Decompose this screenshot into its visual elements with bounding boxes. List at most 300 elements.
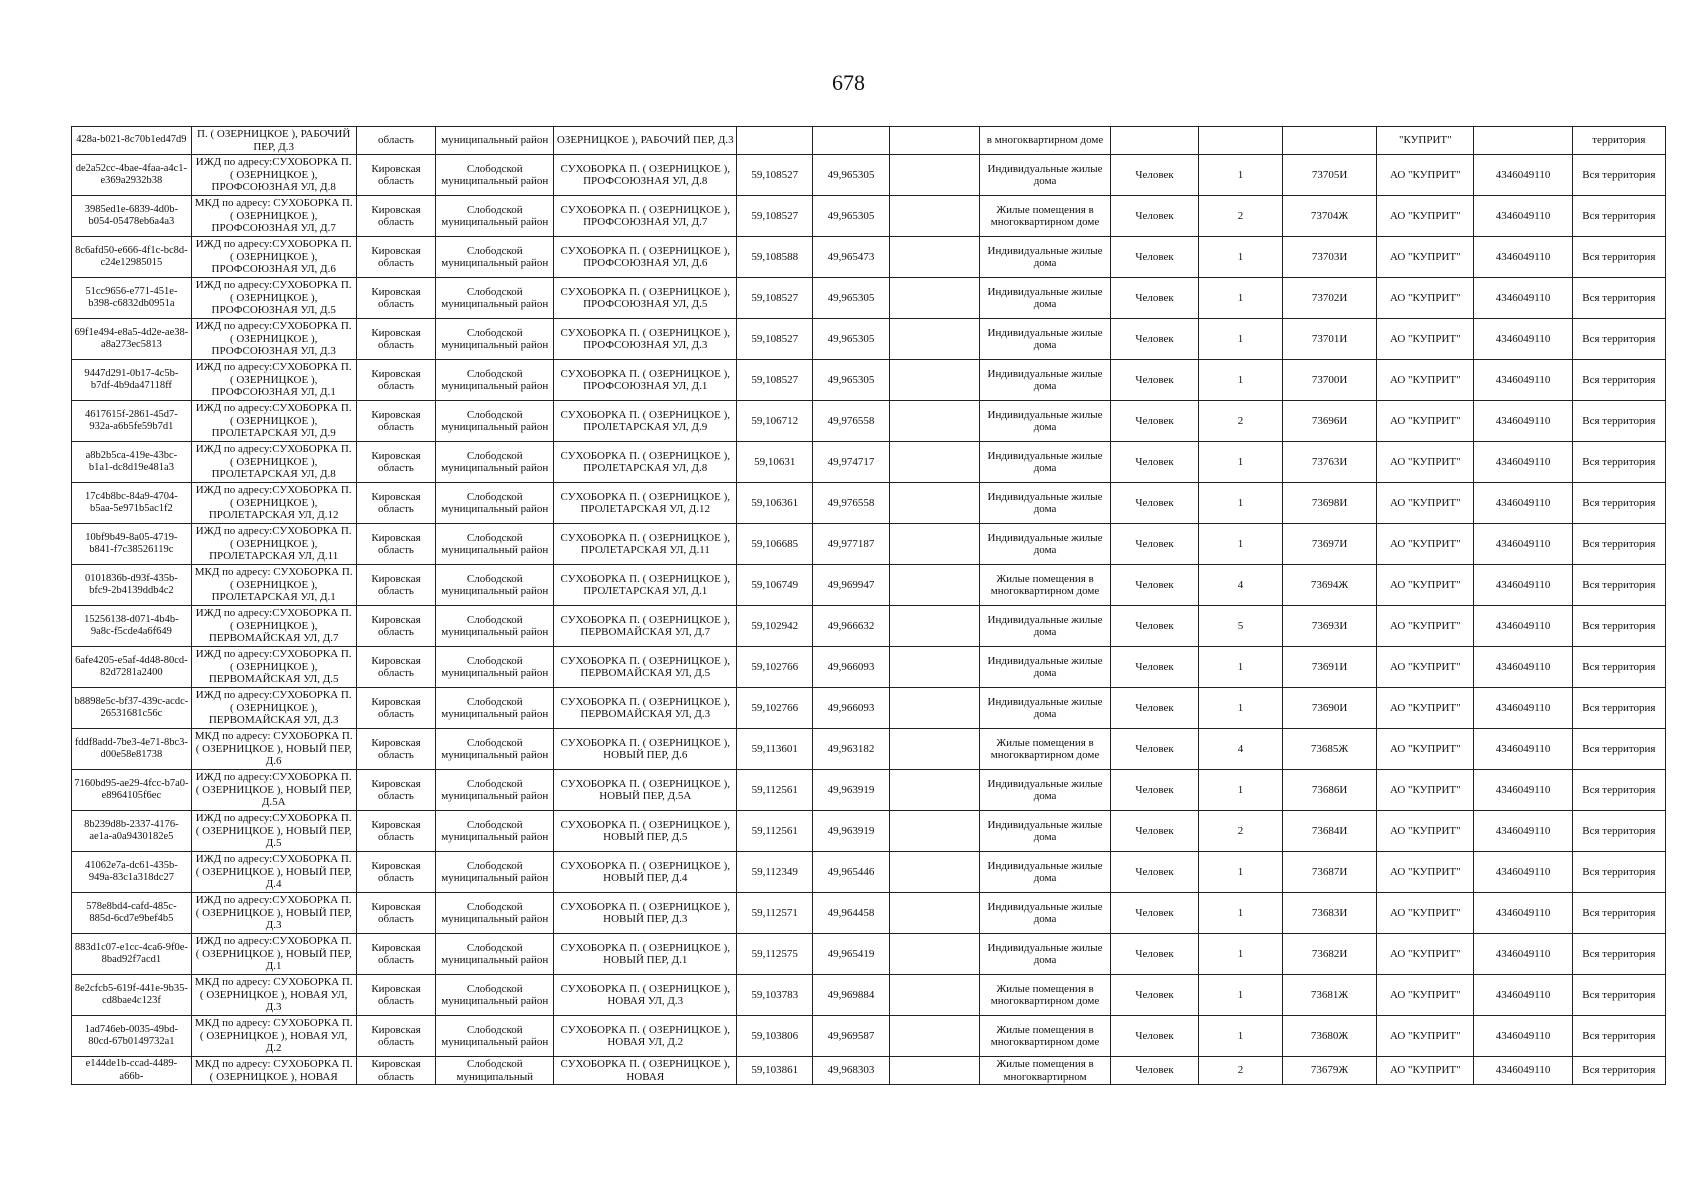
territory-cell: Вся территория xyxy=(1572,401,1665,442)
territory-cell: территория xyxy=(1572,127,1665,155)
organization-cell: АО "КУПРИТ" xyxy=(1377,934,1474,975)
table-row xyxy=(72,770,1666,811)
blank-cell-cell xyxy=(889,729,979,770)
longitude-cell: 49,977187 xyxy=(813,524,890,565)
settlement-address-cell: СУХОБОРКА П. ( ОЗЕРНИЦКОЕ ), ПЕРВОМАЙСКАЯ УЛ, Д.7 xyxy=(554,606,737,647)
record-id-cell: 1ad746eb-0035-49bd-80cd-67b0149732a1 xyxy=(72,1016,192,1057)
blank-cell-cell xyxy=(889,237,979,278)
blank-cell-cell xyxy=(889,442,979,483)
unit-cell: Человек xyxy=(1111,155,1199,196)
object-category-cell: Жилые помещения в многоквартирном xyxy=(980,1057,1111,1085)
organization-cell: АО "КУПРИТ" xyxy=(1377,401,1474,442)
region-cell: Кировская область xyxy=(356,565,436,606)
territory-cell: Вся территория xyxy=(1572,360,1665,401)
settlement-address-cell: СУХОБОРКА П. ( ОЗЕРНИЦКОЕ ), НОВЫЙ ПЕР, Д.6 xyxy=(554,729,737,770)
longitude-cell: 49,965305 xyxy=(813,196,890,237)
inn-cell: 4346049110 xyxy=(1474,1016,1572,1057)
latitude-cell: 59,108588 xyxy=(737,237,813,278)
region-cell: Кировская область xyxy=(356,360,436,401)
territory-cell: Вся территория xyxy=(1572,647,1665,688)
settlement-address-cell: СУХОБОРКА П. ( ОЗЕРНИЦКОЕ ), ПРОФСОЮЗНАЯ УЛ, Д.8 xyxy=(554,155,737,196)
object-address-cell: ИЖД по адресу:СУХОБОРКА П. ( ОЗЕРНИЦКОЕ ), НОВЫЙ ПЕР, Д.4 xyxy=(191,852,356,893)
object-code-cell: 73690И xyxy=(1283,688,1377,729)
longitude-cell xyxy=(813,127,890,155)
latitude-cell: 59,108527 xyxy=(737,360,813,401)
blank-cell-cell xyxy=(889,811,979,852)
quantity-cell: 1 xyxy=(1199,852,1283,893)
district-cell: Слободской муниципальный район xyxy=(436,975,554,1016)
settlement-address-cell: СУХОБОРКА П. ( ОЗЕРНИЦКОЕ ), ПРОФСОЮЗНАЯ УЛ, Д.6 xyxy=(554,237,737,278)
table-row xyxy=(72,975,1666,1016)
blank-cell-cell xyxy=(889,483,979,524)
organization-cell: АО "КУПРИТ" xyxy=(1377,196,1474,237)
blank-cell-cell xyxy=(889,770,979,811)
object-address-cell: МКД по адресу: СУХОБОРКА П. ( ОЗЕРНИЦКОЕ ), ПРОФСОЮЗНАЯ УЛ, Д.7 xyxy=(191,196,356,237)
latitude-cell: 59,103783 xyxy=(737,975,813,1016)
settlement-address-cell: СУХОБОРКА П. ( ОЗЕРНИЦКОЕ ), ПРОЛЕТАРСКАЯ УЛ, Д.9 xyxy=(554,401,737,442)
table-row xyxy=(72,606,1666,647)
district-cell: Слободской муниципальный район xyxy=(436,319,554,360)
table-row xyxy=(72,483,1666,524)
blank-cell-cell xyxy=(889,524,979,565)
record-id-cell: 69f1e494-e8a5-4d2e-ae38-a8a273ec5813 xyxy=(72,319,192,360)
organization-cell: АО "КУПРИТ" xyxy=(1377,852,1474,893)
blank-cell-cell xyxy=(889,360,979,401)
latitude-cell: 59,113601 xyxy=(737,729,813,770)
latitude-cell: 59,108527 xyxy=(737,155,813,196)
quantity-cell: 1 xyxy=(1199,647,1283,688)
record-id-cell: 9447d291-0b17-4c5b-b7df-4b9da47118ff xyxy=(72,360,192,401)
object-category-cell: Жилые помещения в многоквартирном доме xyxy=(980,1016,1111,1057)
inn-cell: 4346049110 xyxy=(1474,606,1572,647)
record-id-cell: 578e8bd4-cafd-485c-885d-6cd7e9bef4b5 xyxy=(72,893,192,934)
quantity-cell: 2 xyxy=(1199,196,1283,237)
object-address-cell: МКД по адресу: СУХОБОРКА П. ( ОЗЕРНИЦКОЕ ), НОВАЯ УЛ, Д.3 xyxy=(191,975,356,1016)
region-cell: Кировская область xyxy=(356,1016,436,1057)
district-cell: Слободской муниципальный район xyxy=(436,360,554,401)
latitude-cell xyxy=(737,127,813,155)
district-cell: Слободской муниципальный район xyxy=(436,155,554,196)
region-cell: Кировская область xyxy=(356,934,436,975)
latitude-cell: 59,10631 xyxy=(737,442,813,483)
table-row xyxy=(72,934,1666,975)
region-cell: Кировская область xyxy=(356,606,436,647)
object-category-cell: Индивидуальные жилые дома xyxy=(980,524,1111,565)
unit-cell: Человек xyxy=(1111,319,1199,360)
organization-cell: АО "КУПРИТ" xyxy=(1377,1057,1474,1085)
object-address-cell: ИЖД по адресу:СУХОБОРКА П. ( ОЗЕРНИЦКОЕ ), ПРОФСОЮЗНАЯ УЛ, Д.8 xyxy=(191,155,356,196)
quantity-cell: 1 xyxy=(1199,360,1283,401)
latitude-cell: 59,106749 xyxy=(737,565,813,606)
organization-cell: АО "КУПРИТ" xyxy=(1377,893,1474,934)
object-address-cell: ИЖД по адресу:СУХОБОРКА П. ( ОЗЕРНИЦКОЕ ), ПРОЛЕТАРСКАЯ УЛ, Д.11 xyxy=(191,524,356,565)
blank-cell-cell xyxy=(889,196,979,237)
organization-cell: АО "КУПРИТ" xyxy=(1377,647,1474,688)
region-cell: Кировская область xyxy=(356,319,436,360)
organization-cell: АО "КУПРИТ" xyxy=(1377,278,1474,319)
inn-cell: 4346049110 xyxy=(1474,565,1572,606)
longitude-cell: 49,963919 xyxy=(813,770,890,811)
district-cell: Слободской муниципальный район xyxy=(436,934,554,975)
territory-cell: Вся территория xyxy=(1572,770,1665,811)
quantity-cell: 5 xyxy=(1199,606,1283,647)
inn-cell: 4346049110 xyxy=(1474,893,1572,934)
region-cell: Кировская область xyxy=(356,729,436,770)
longitude-cell: 49,963182 xyxy=(813,729,890,770)
object-code-cell: 73683И xyxy=(1283,893,1377,934)
blank-cell-cell xyxy=(889,319,979,360)
quantity-cell: 1 xyxy=(1199,237,1283,278)
object-code-cell: 73694Ж xyxy=(1283,565,1377,606)
object-code-cell: 73679Ж xyxy=(1283,1057,1377,1085)
territory-cell: Вся территория xyxy=(1572,524,1665,565)
quantity-cell: 1 xyxy=(1199,442,1283,483)
record-id-cell: 883d1c07-e1cc-4ca6-9f0e-8bad92f7acd1 xyxy=(72,934,192,975)
latitude-cell: 59,108527 xyxy=(737,319,813,360)
object-category-cell: Индивидуальные жилые дома xyxy=(980,278,1111,319)
record-id-cell: 4617615f-2861-45d7-932a-a6b5fe59b7d1 xyxy=(72,401,192,442)
settlement-address-cell: СУХОБОРКА П. ( ОЗЕРНИЦКОЕ ), ПРОЛЕТАРСКАЯ УЛ, Д.1 xyxy=(554,565,737,606)
unit-cell: Человек xyxy=(1111,401,1199,442)
inn-cell: 4346049110 xyxy=(1474,442,1572,483)
longitude-cell: 49,969947 xyxy=(813,565,890,606)
quantity-cell: 1 xyxy=(1199,893,1283,934)
object-code-cell: 73693И xyxy=(1283,606,1377,647)
district-cell: Слободской муниципальный район xyxy=(436,688,554,729)
territory-cell: Вся территория xyxy=(1572,1057,1665,1085)
object-code-cell: 73705И xyxy=(1283,155,1377,196)
inn-cell: 4346049110 xyxy=(1474,278,1572,319)
territory-cell: Вся территория xyxy=(1572,688,1665,729)
object-code-cell: 73691И xyxy=(1283,647,1377,688)
object-code-cell: 73703И xyxy=(1283,237,1377,278)
record-id-cell: 17c4b8bc-84a9-4704-b5aa-5e971b5ac1f2 xyxy=(72,483,192,524)
territory-cell: Вся территория xyxy=(1572,606,1665,647)
organization-cell: АО "КУПРИТ" xyxy=(1377,237,1474,278)
latitude-cell: 59,112571 xyxy=(737,893,813,934)
inn-cell: 4346049110 xyxy=(1474,975,1572,1016)
record-id-cell: 7160bd95-ae29-4fcc-b7a0-e8964105f6ec xyxy=(72,770,192,811)
district-cell: Слободской муниципальный район xyxy=(436,893,554,934)
object-category-cell: Индивидуальные жилые дома xyxy=(980,155,1111,196)
table-row xyxy=(72,811,1666,852)
territory-cell: Вся территория xyxy=(1572,155,1665,196)
table-row xyxy=(72,360,1666,401)
longitude-cell: 49,976558 xyxy=(813,483,890,524)
latitude-cell: 59,106361 xyxy=(737,483,813,524)
latitude-cell: 59,112561 xyxy=(737,811,813,852)
longitude-cell: 49,976558 xyxy=(813,401,890,442)
quantity-cell: 1 xyxy=(1199,934,1283,975)
district-cell: Слободской муниципальный район xyxy=(436,196,554,237)
organization-cell: АО "КУПРИТ" xyxy=(1377,524,1474,565)
district-cell: Слободской муниципальный район xyxy=(436,729,554,770)
blank-cell-cell xyxy=(889,1057,979,1085)
object-category-cell: Индивидуальные жилые дома xyxy=(980,688,1111,729)
longitude-cell: 49,964458 xyxy=(813,893,890,934)
unit-cell: Человек xyxy=(1111,606,1199,647)
settlement-address-cell: СУХОБОРКА П. ( ОЗЕРНИЦКОЕ ), ПРОФСОЮЗНАЯ УЛ, Д.3 xyxy=(554,319,737,360)
object-code-cell: 73700И xyxy=(1283,360,1377,401)
object-address-cell: ИЖД по адресу:СУХОБОРКА П. ( ОЗЕРНИЦКОЕ ), НОВЫЙ ПЕР, Д.5А xyxy=(191,770,356,811)
unit-cell: Человек xyxy=(1111,852,1199,893)
latitude-cell: 59,108527 xyxy=(737,278,813,319)
organization-cell: АО "КУПРИТ" xyxy=(1377,565,1474,606)
quantity-cell: 4 xyxy=(1199,565,1283,606)
longitude-cell: 49,969884 xyxy=(813,975,890,1016)
table-row xyxy=(72,565,1666,606)
object-category-cell: Индивидуальные жилые дома xyxy=(980,442,1111,483)
territory-cell: Вся территория xyxy=(1572,483,1665,524)
inn-cell: 4346049110 xyxy=(1474,401,1572,442)
region-cell: Кировская область xyxy=(356,770,436,811)
latitude-cell: 59,103861 xyxy=(737,1057,813,1085)
unit-cell: Человек xyxy=(1111,647,1199,688)
object-category-cell: Индивидуальные жилые дома xyxy=(980,647,1111,688)
district-cell: Слободской муниципальный район xyxy=(436,565,554,606)
region-cell: Кировская область xyxy=(356,278,436,319)
inn-cell: 4346049110 xyxy=(1474,647,1572,688)
organization-cell: АО "КУПРИТ" xyxy=(1377,319,1474,360)
latitude-cell: 59,102766 xyxy=(737,688,813,729)
unit-cell: Человек xyxy=(1111,688,1199,729)
object-category-cell: Жилые помещения в многоквартирном доме xyxy=(980,975,1111,1016)
table-row xyxy=(72,524,1666,565)
inn-cell: 4346049110 xyxy=(1474,729,1572,770)
object-address-cell: ИЖД по адресу:СУХОБОРКА П. ( ОЗЕРНИЦКОЕ ), НОВЫЙ ПЕР, Д.3 xyxy=(191,893,356,934)
object-address-cell: МКД по адресу: СУХОБОРКА П. ( ОЗЕРНИЦКОЕ ), НОВЫЙ ПЕР, Д.6 xyxy=(191,729,356,770)
table-row xyxy=(72,278,1666,319)
longitude-cell: 49,969587 xyxy=(813,1016,890,1057)
inn-cell: 4346049110 xyxy=(1474,934,1572,975)
table-row xyxy=(72,852,1666,893)
object-address-cell: ИЖД по адресу:СУХОБОРКА П. ( ОЗЕРНИЦКОЕ ), НОВЫЙ ПЕР, Д.5 xyxy=(191,811,356,852)
quantity-cell: 1 xyxy=(1199,278,1283,319)
quantity-cell: 1 xyxy=(1199,1016,1283,1057)
region-cell: Кировская область xyxy=(356,483,436,524)
territory-cell: Вся территория xyxy=(1572,196,1665,237)
territory-cell: Вся территория xyxy=(1572,442,1665,483)
object-code-cell: 73680Ж xyxy=(1283,1016,1377,1057)
latitude-cell: 59,102766 xyxy=(737,647,813,688)
object-category-cell: Жилые помещения в многоквартирном доме xyxy=(980,196,1111,237)
latitude-cell: 59,102942 xyxy=(737,606,813,647)
district-cell: Слободской муниципальный район xyxy=(436,401,554,442)
settlement-address-cell: СУХОБОРКА П. ( ОЗЕРНИЦКОЕ ), ПЕРВОМАЙСКАЯ УЛ, Д.5 xyxy=(554,647,737,688)
district-cell: Слободской муниципальный район xyxy=(436,852,554,893)
record-id-cell: e144de1b-ccad-4489-a66b- xyxy=(72,1057,192,1085)
region-cell: Кировская область xyxy=(356,975,436,1016)
settlement-address-cell: СУХОБОРКА П. ( ОЗЕРНИЦКОЕ ), ПРОЛЕТАРСКАЯ УЛ, Д.8 xyxy=(554,442,737,483)
object-code-cell: 73697И xyxy=(1283,524,1377,565)
blank-cell-cell xyxy=(889,852,979,893)
organization-cell: АО "КУПРИТ" xyxy=(1377,688,1474,729)
object-address-cell: ИЖД по адресу:СУХОБОРКА П. ( ОЗЕРНИЦКОЕ ), ПРОФСОЮЗНАЯ УЛ, Д.5 xyxy=(191,278,356,319)
region-cell: Кировская область xyxy=(356,524,436,565)
object-category-cell: Индивидуальные жилые дома xyxy=(980,237,1111,278)
inn-cell: 4346049110 xyxy=(1474,770,1572,811)
inn-cell: 4346049110 xyxy=(1474,155,1572,196)
object-code-cell: 73763И xyxy=(1283,442,1377,483)
inn-cell: 4346049110 xyxy=(1474,483,1572,524)
inn-cell: 4346049110 xyxy=(1474,237,1572,278)
region-cell: Кировская область xyxy=(356,893,436,934)
longitude-cell: 49,968303 xyxy=(813,1057,890,1085)
latitude-cell: 59,108527 xyxy=(737,196,813,237)
inn-cell: 4346049110 xyxy=(1474,196,1572,237)
unit-cell: Человек xyxy=(1111,565,1199,606)
object-category-cell: Индивидуальные жилые дома xyxy=(980,319,1111,360)
unit-cell xyxy=(1111,127,1199,155)
object-address-cell: МКД по адресу: СУХОБОРКА П. ( ОЗЕРНИЦКОЕ ), НОВАЯ xyxy=(191,1057,356,1085)
district-cell: Слободской муниципальный район xyxy=(436,770,554,811)
region-cell: Кировская область xyxy=(356,401,436,442)
unit-cell: Человек xyxy=(1111,811,1199,852)
territory-cell: Вся территория xyxy=(1572,975,1665,1016)
object-code-cell: 73704Ж xyxy=(1283,196,1377,237)
table-row xyxy=(72,1057,1666,1085)
unit-cell: Человек xyxy=(1111,524,1199,565)
inn-cell xyxy=(1474,127,1572,155)
territory-cell: Вся территория xyxy=(1572,811,1665,852)
record-id-cell: de2a52cc-4bae-4faa-a4c1-e369a2932b38 xyxy=(72,155,192,196)
table-row xyxy=(72,196,1666,237)
latitude-cell: 59,106685 xyxy=(737,524,813,565)
district-cell: Слободской муниципальный район xyxy=(436,442,554,483)
object-category-cell: Индивидуальные жилые дома xyxy=(980,852,1111,893)
settlement-address-cell: СУХОБОРКА П. ( ОЗЕРНИЦКОЕ ), НОВЫЙ ПЕР, Д.5 xyxy=(554,811,737,852)
region-cell: Кировская область xyxy=(356,1057,436,1085)
object-address-cell: ИЖД по адресу:СУХОБОРКА П. ( ОЗЕРНИЦКОЕ ), ПРОЛЕТАРСКАЯ УЛ, Д.12 xyxy=(191,483,356,524)
quantity-cell: 1 xyxy=(1199,524,1283,565)
object-address-cell: ИЖД по адресу:СУХОБОРКА П. ( ОЗЕРНИЦКОЕ ), ПЕРВОМАЙСКАЯ УЛ, Д.3 xyxy=(191,688,356,729)
object-address-cell: ИЖД по адресу:СУХОБОРКА П. ( ОЗЕРНИЦКОЕ ), НОВЫЙ ПЕР, Д.1 xyxy=(191,934,356,975)
record-id-cell: b8898e5c-bf37-439c-acdc-26531681c56c xyxy=(72,688,192,729)
table-row xyxy=(72,319,1666,360)
inn-cell: 4346049110 xyxy=(1474,524,1572,565)
record-id-cell: a8b2b5ca-419e-43bc-b1a1-dc8d19e481a3 xyxy=(72,442,192,483)
unit-cell: Человек xyxy=(1111,893,1199,934)
district-cell: Слободской муниципальный район xyxy=(436,606,554,647)
blank-cell-cell xyxy=(889,975,979,1016)
inn-cell: 4346049110 xyxy=(1474,360,1572,401)
record-id-cell: 15256138-d071-4b4b-9a8c-f5cde4a6f649 xyxy=(72,606,192,647)
record-id-cell: fddf8add-7be3-4e71-8bc3-d00e58e81738 xyxy=(72,729,192,770)
territory-cell: Вся территория xyxy=(1572,565,1665,606)
quantity-cell: 1 xyxy=(1199,688,1283,729)
longitude-cell: 49,965419 xyxy=(813,934,890,975)
record-id-cell: 51cc9656-e771-451e-b398-c6832db0951a xyxy=(72,278,192,319)
quantity-cell xyxy=(1199,127,1283,155)
blank-cell-cell xyxy=(889,893,979,934)
record-id-cell: 8b239d8b-2337-4176-ae1a-a0a9430182e5 xyxy=(72,811,192,852)
settlement-address-cell: СУХОБОРКА П. ( ОЗЕРНИЦКОЕ ), НОВАЯ УЛ, Д.2 xyxy=(554,1016,737,1057)
longitude-cell: 49,974717 xyxy=(813,442,890,483)
quantity-cell: 1 xyxy=(1199,770,1283,811)
object-address-cell: ИЖД по адресу:СУХОБОРКА П. ( ОЗЕРНИЦКОЕ ), ПРОЛЕТАРСКАЯ УЛ, Д.8 xyxy=(191,442,356,483)
table-row xyxy=(72,401,1666,442)
district-cell: Слободской муниципальный район xyxy=(436,524,554,565)
object-address-cell: ИЖД по адресу:СУХОБОРКА П. ( ОЗЕРНИЦКОЕ ), ПРОФСОЮЗНАЯ УЛ, Д.1 xyxy=(191,360,356,401)
settlement-address-cell: СУХОБОРКА П. ( ОЗЕРНИЦКОЕ ), НОВАЯ xyxy=(554,1057,737,1085)
unit-cell: Человек xyxy=(1111,237,1199,278)
object-category-cell: Индивидуальные жилые дома xyxy=(980,893,1111,934)
territory-cell: Вся территория xyxy=(1572,237,1665,278)
blank-cell-cell xyxy=(889,565,979,606)
district-cell: Слободской муниципальный район xyxy=(436,647,554,688)
unit-cell: Человек xyxy=(1111,196,1199,237)
organization-cell: АО "КУПРИТ" xyxy=(1377,442,1474,483)
object-category-cell: Жилые помещения в многоквартирном доме xyxy=(980,565,1111,606)
territory-cell: Вся территория xyxy=(1572,729,1665,770)
quantity-cell: 4 xyxy=(1199,729,1283,770)
blank-cell-cell xyxy=(889,934,979,975)
region-cell: Кировская область xyxy=(356,852,436,893)
object-address-cell: ИЖД по адресу:СУХОБОРКА П. ( ОЗЕРНИЦКОЕ ), ПРОФСОЮЗНАЯ УЛ, Д.6 xyxy=(191,237,356,278)
unit-cell: Человек xyxy=(1111,483,1199,524)
unit-cell: Человек xyxy=(1111,770,1199,811)
object-code-cell: 73698И xyxy=(1283,483,1377,524)
organization-cell: АО "КУПРИТ" xyxy=(1377,483,1474,524)
object-address-cell: МКД по адресу: СУХОБОРКА П. ( ОЗЕРНИЦКОЕ ), НОВАЯ УЛ, Д.2 xyxy=(191,1016,356,1057)
object-address-cell: ИЖД по адресу:СУХОБОРКА П. ( ОЗЕРНИЦКОЕ ), ПЕРВОМАЙСКАЯ УЛ, Д.5 xyxy=(191,647,356,688)
record-id-cell: 3985ed1e-6839-4d0b-b054-05478eb6a4a3 xyxy=(72,196,192,237)
unit-cell: Человек xyxy=(1111,934,1199,975)
settlement-address-cell: СУХОБОРКА П. ( ОЗЕРНИЦКОЕ ), НОВЫЙ ПЕР, Д.3 xyxy=(554,893,737,934)
blank-cell-cell xyxy=(889,688,979,729)
record-id-cell: 8c6afd50-e666-4f1c-bc8d-c24e12985015 xyxy=(72,237,192,278)
blank-cell-cell xyxy=(889,1016,979,1057)
longitude-cell: 49,963919 xyxy=(813,811,890,852)
latitude-cell: 59,106712 xyxy=(737,401,813,442)
table-row xyxy=(72,127,1666,155)
settlement-address-cell: СУХОБОРКА П. ( ОЗЕРНИЦКОЕ ), НОВЫЙ ПЕР, Д.1 xyxy=(554,934,737,975)
quantity-cell: 1 xyxy=(1199,155,1283,196)
object-code-cell: 73681Ж xyxy=(1283,975,1377,1016)
inn-cell: 4346049110 xyxy=(1474,811,1572,852)
table-row xyxy=(72,647,1666,688)
object-code-cell: 73701И xyxy=(1283,319,1377,360)
settlement-address-cell: СУХОБОРКА П. ( ОЗЕРНИЦКОЕ ), ПЕРВОМАЙСКАЯ УЛ, Д.3 xyxy=(554,688,737,729)
territory-cell: Вся территория xyxy=(1572,319,1665,360)
latitude-cell: 59,103806 xyxy=(737,1016,813,1057)
table-row xyxy=(72,237,1666,278)
settlement-address-cell: СУХОБОРКА П. ( ОЗЕРНИЦКОЕ ), ПРОЛЕТАРСКАЯ УЛ, Д.11 xyxy=(554,524,737,565)
organization-cell: АО "КУПРИТ" xyxy=(1377,360,1474,401)
settlement-address-cell: СУХОБОРКА П. ( ОЗЕРНИЦКОЕ ), ПРОФСОЮЗНАЯ УЛ, Д.1 xyxy=(554,360,737,401)
object-category-cell: Индивидуальные жилые дома xyxy=(980,770,1111,811)
table-row xyxy=(72,688,1666,729)
inn-cell: 4346049110 xyxy=(1474,319,1572,360)
quantity-cell: 2 xyxy=(1199,1057,1283,1085)
settlement-address-cell: СУХОБОРКА П. ( ОЗЕРНИЦКОЕ ), НОВАЯ УЛ, Д.3 xyxy=(554,975,737,1016)
unit-cell: Человек xyxy=(1111,1016,1199,1057)
district-cell: Слободской муниципальный район xyxy=(436,1016,554,1057)
longitude-cell: 49,966093 xyxy=(813,647,890,688)
table-row xyxy=(72,1016,1666,1057)
table-row xyxy=(72,155,1666,196)
longitude-cell: 49,965446 xyxy=(813,852,890,893)
object-code-cell: 73685Ж xyxy=(1283,729,1377,770)
settlement-address-cell: СУХОБОРКА П. ( ОЗЕРНИЦКОЕ ), ПРОЛЕТАРСКАЯ УЛ, Д.12 xyxy=(554,483,737,524)
table-row xyxy=(72,729,1666,770)
latitude-cell: 59,112349 xyxy=(737,852,813,893)
latitude-cell: 59,112561 xyxy=(737,770,813,811)
object-address-cell: ИЖД по адресу:СУХОБОРКА П. ( ОЗЕРНИЦКОЕ ), ПРОФСОЮЗНАЯ УЛ, Д.3 xyxy=(191,319,356,360)
territory-cell: Вся территория xyxy=(1572,852,1665,893)
organization-cell: АО "КУПРИТ" xyxy=(1377,975,1474,1016)
object-code-cell: 73686И xyxy=(1283,770,1377,811)
